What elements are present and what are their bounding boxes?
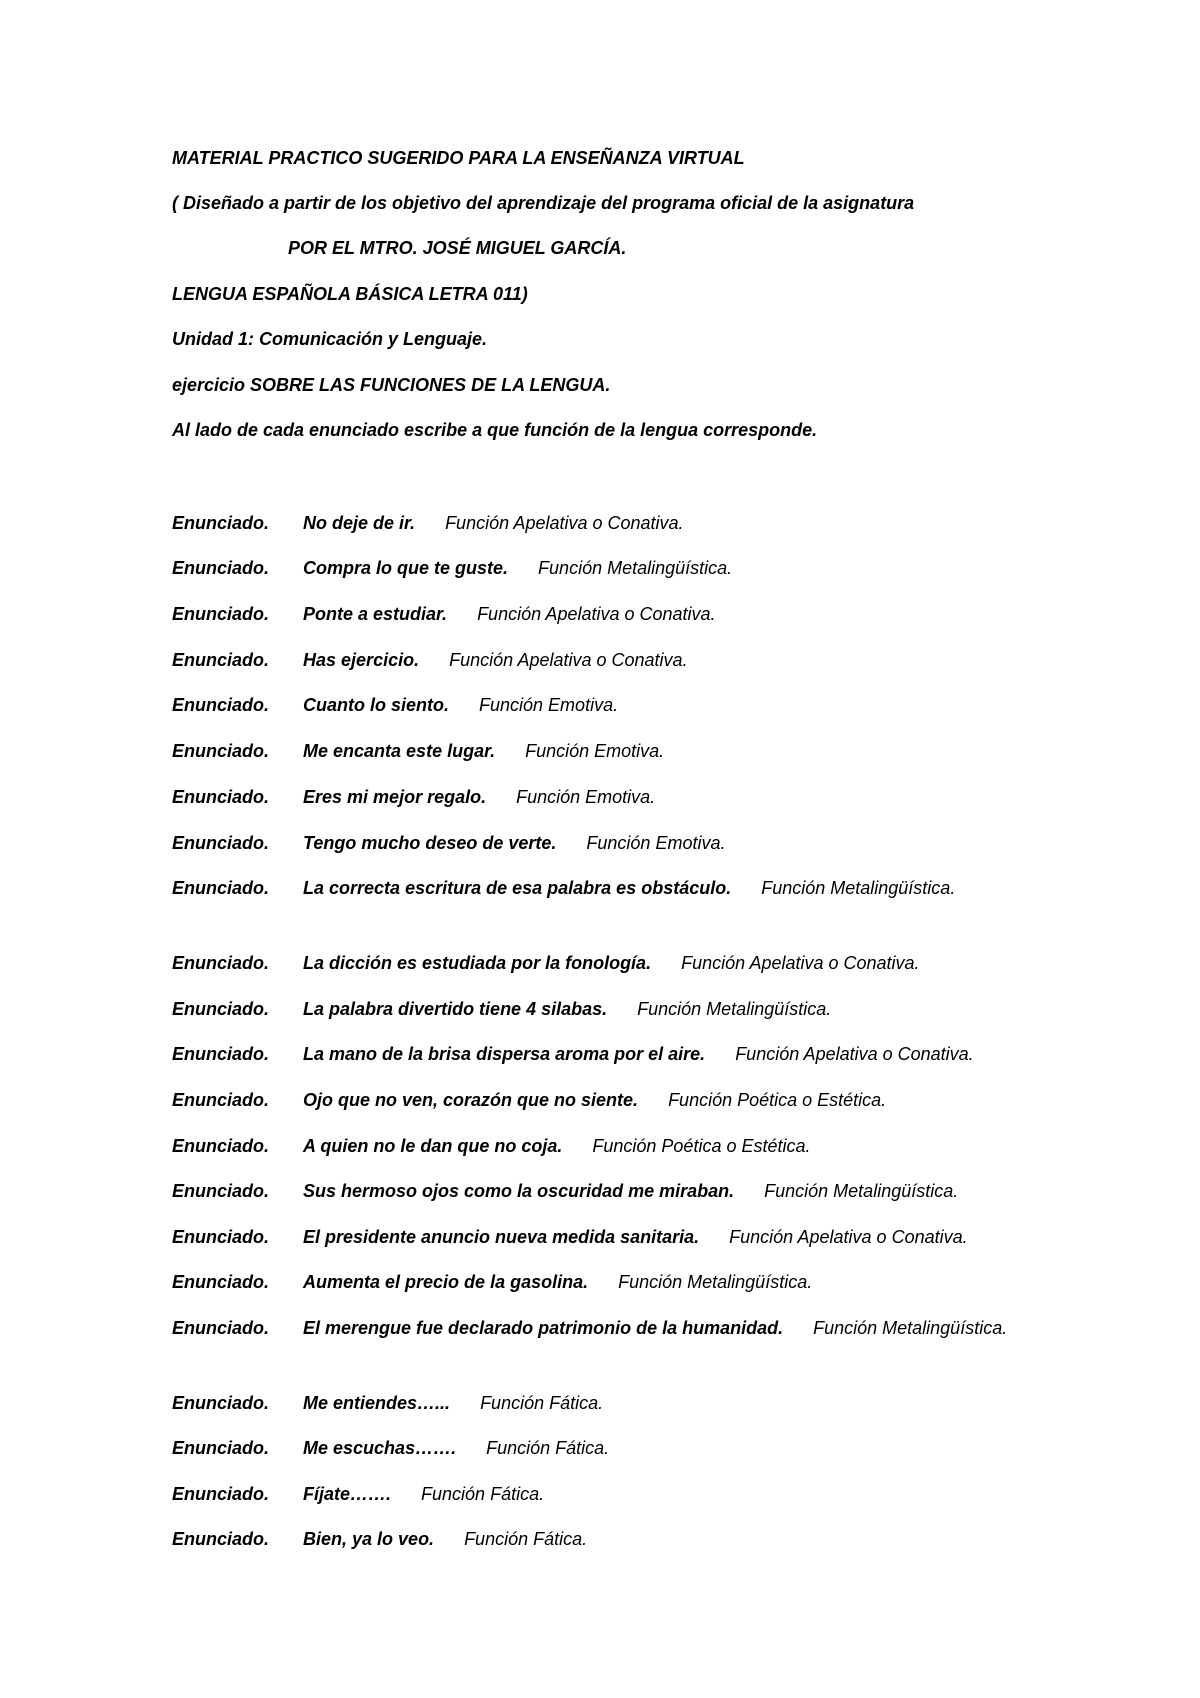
item-label: Enunciado. — [172, 787, 270, 807]
exercise-item — [172, 1267, 1052, 1297]
exercise-instruction: Al lado de cada enunciado escribe a que función de la lengua corresponde. — [172, 420, 818, 440]
item-answer: Función Apelativa o Conativa. — [477, 604, 716, 624]
exercise-item — [172, 1222, 1052, 1252]
exercise-item — [172, 994, 1052, 1024]
item-sentence: La mano de la brisa dispersa aroma por el aire. — [303, 1044, 706, 1064]
item-answer: Función Emotiva. — [586, 833, 726, 853]
item-label: Enunciado. — [172, 1090, 270, 1110]
exercise-item — [172, 508, 1052, 538]
item-answer: Función Emotiva. — [479, 695, 619, 715]
item-label: Enunciado. — [172, 558, 270, 578]
item-answer: Función Fática. — [464, 1529, 588, 1549]
document-author: POR EL MTRO. JOSÉ MIGUEL GARCÍA. — [288, 238, 627, 258]
item-label: Enunciado. — [172, 1044, 270, 1064]
exercise-title: ejercicio SOBRE LAS FUNCIONES DE LA LENGUA. — [172, 375, 611, 395]
item-sentence: No deje de ir. — [303, 513, 416, 533]
item-label: Enunciado. — [172, 1136, 270, 1156]
item-answer: Función Metalingüística. — [538, 558, 733, 578]
exercise-item — [172, 645, 1052, 675]
item-answer: Función Poética o Estética. — [668, 1090, 887, 1110]
item-answer: Función Poética o Estética. — [592, 1136, 811, 1156]
item-sentence: Bien, ya lo veo. — [303, 1529, 435, 1549]
item-label: Enunciado. — [172, 878, 270, 898]
exercise-item — [172, 828, 1052, 858]
item-label: Enunciado. — [172, 1318, 270, 1338]
exercise-item — [172, 690, 1052, 720]
item-sentence: Sus hermoso ojos como la oscuridad me miraban. — [303, 1181, 735, 1201]
item-label: Enunciado. — [172, 953, 270, 973]
item-answer: Función Metalingüística. — [618, 1272, 813, 1292]
exercise-item — [172, 782, 1052, 812]
exercise-item — [172, 599, 1052, 629]
exercise-item — [172, 1524, 1052, 1554]
item-label: Enunciado. — [172, 604, 270, 624]
item-sentence: Compra lo que te guste. — [303, 558, 509, 578]
exercise-item — [172, 1039, 1052, 1069]
exercise-item — [172, 1479, 1052, 1509]
item-label: Enunciado. — [172, 741, 270, 761]
item-sentence: Eres mi mejor regalo. — [303, 787, 487, 807]
item-sentence: La palabra divertido tiene 4 silabas. — [303, 999, 608, 1019]
item-sentence: Has ejercicio. — [303, 650, 420, 670]
item-sentence: Ponte a estudiar. — [303, 604, 448, 624]
item-label: Enunciado. — [172, 1484, 270, 1504]
item-answer: Función Apelativa o Conativa. — [449, 650, 688, 670]
item-label: Enunciado. — [172, 1227, 270, 1247]
item-label: Enunciado. — [172, 650, 270, 670]
item-answer: Función Emotiva. — [516, 787, 656, 807]
item-sentence: La dicción es estudiada por la fonología. — [303, 953, 652, 973]
unit-title: Unidad 1: Comunicación y Lenguaje. — [172, 329, 488, 349]
item-answer: Función Metalingüística. — [761, 878, 956, 898]
item-answer: Función Fática. — [480, 1393, 604, 1413]
item-label: Enunciado. — [172, 1529, 270, 1549]
exercise-item — [172, 948, 1052, 978]
item-answer: Función Apelativa o Conativa. — [681, 953, 920, 973]
item-sentence: Tengo mucho deseo de verte. — [303, 833, 557, 853]
item-label: Enunciado. — [172, 1181, 270, 1201]
item-answer: Función Apelativa o Conativa. — [729, 1227, 968, 1247]
exercise-item — [172, 1176, 1052, 1206]
exercise-item — [172, 1131, 1052, 1161]
item-label: Enunciado. — [172, 833, 270, 853]
item-answer: Función Metalingüística. — [764, 1181, 959, 1201]
item-sentence: La correcta escritura de esa palabra es obstáculo. — [303, 878, 732, 898]
item-sentence: Me entiendes…... — [303, 1393, 451, 1413]
exercise-item — [172, 873, 1052, 903]
exercise-item — [172, 1313, 1052, 1343]
item-label: Enunciado. — [172, 1272, 270, 1292]
item-answer: Función Emotiva. — [525, 741, 665, 761]
item-answer: Función Apelativa o Conativa. — [735, 1044, 974, 1064]
item-label: Enunciado. — [172, 1393, 270, 1413]
item-label: Enunciado. — [172, 999, 270, 1019]
item-sentence: A quien no le dan que no coja. — [303, 1136, 563, 1156]
item-sentence: Fíjate……. — [303, 1484, 392, 1504]
exercise-item — [172, 1388, 1052, 1418]
exercise-item — [172, 736, 1052, 766]
exercise-item — [172, 1085, 1052, 1115]
document-title: MATERIAL PRACTICO SUGERIDO PARA LA ENSEÑANZA VIRTUAL — [172, 148, 745, 168]
item-sentence: Ojo que no ven, corazón que no siente. — [303, 1090, 639, 1110]
item-label: Enunciado. — [172, 695, 270, 715]
item-answer: Función Metalingüística. — [637, 999, 832, 1019]
item-label: Enunciado. — [172, 513, 270, 533]
item-sentence: El merengue fue declarado patrimonio de la humanidad. — [303, 1318, 784, 1338]
item-answer: Función Fática. — [486, 1438, 610, 1458]
item-answer: Función Fática. — [421, 1484, 545, 1504]
document-subtitle: ( Diseñado a partir de los objetivo del aprendizaje del programa oficial de la asignatura — [172, 193, 915, 213]
item-sentence: El presidente anuncio nueva medida sanitaria. — [303, 1227, 700, 1247]
course-name: LENGUA ESPAÑOLA BÁSICA LETRA 011) — [172, 284, 528, 304]
item-sentence: Aumenta el precio de la gasolina. — [303, 1272, 589, 1292]
item-sentence: Me escuchas……. — [303, 1438, 457, 1458]
item-label: Enunciado. — [172, 1438, 270, 1458]
item-sentence: Me encanta este lugar. — [303, 741, 496, 761]
item-sentence: Cuanto lo siento. — [303, 695, 450, 715]
item-answer: Función Apelativa o Conativa. — [445, 513, 684, 533]
exercise-item — [172, 1433, 1052, 1463]
item-answer: Función Metalingüística. — [813, 1318, 1008, 1338]
exercise-item — [172, 553, 1052, 583]
